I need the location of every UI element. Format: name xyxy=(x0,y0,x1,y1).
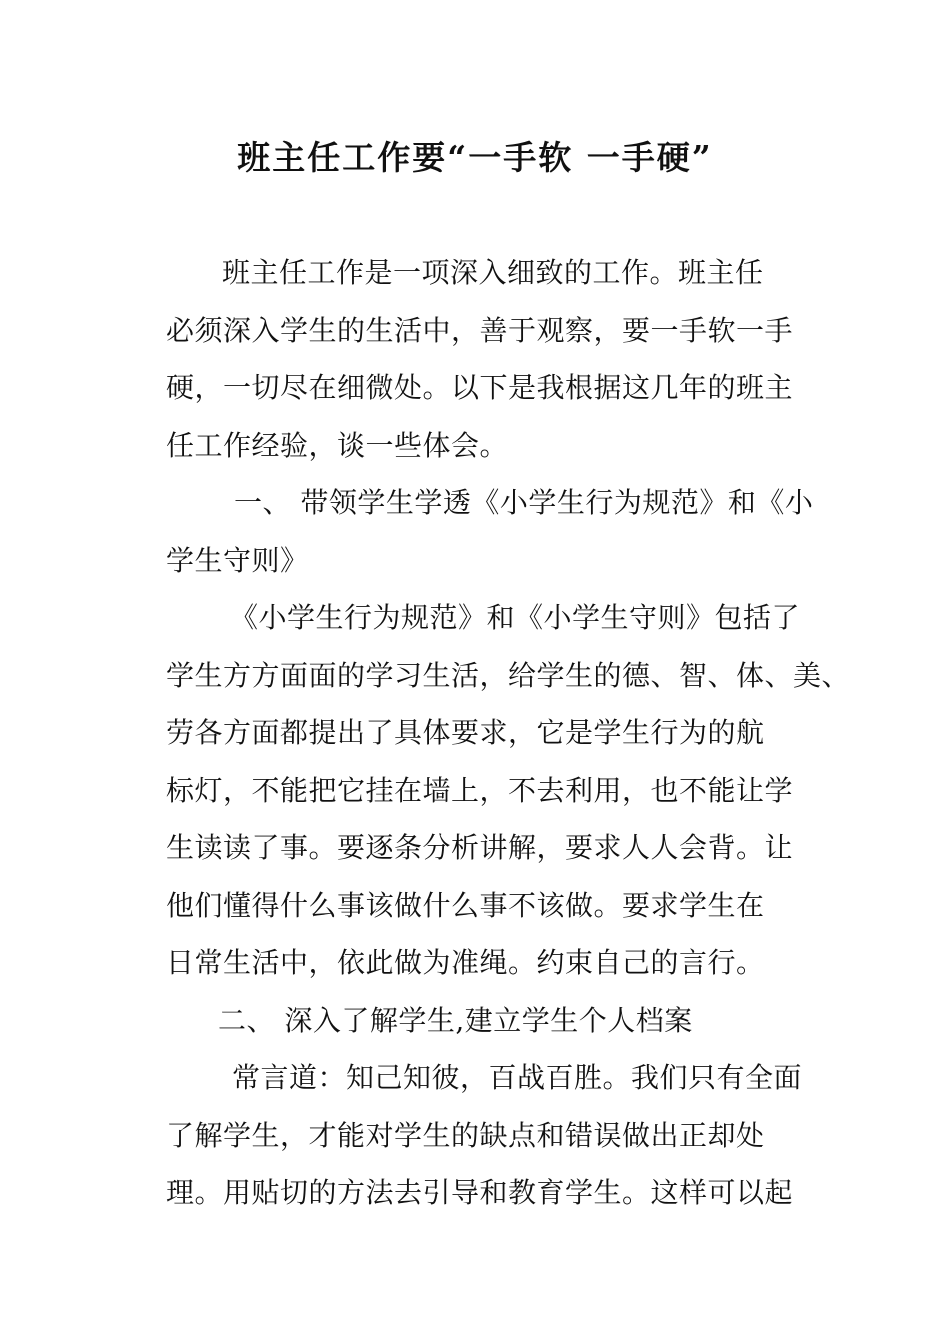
paragraph-line: 标灯，不能把它挂在墙上，不去利用，也不能让学 xyxy=(166,773,794,807)
section-heading-line: 一、 带领学生学透《小学生行为规范》和《小 xyxy=(234,486,814,519)
paragraph-line: 《小学生行为规范》和《小学生守则》包括了 xyxy=(230,601,801,634)
paragraph-line: 学生方方面面的学习生活，给学生的德、智、体、美、 xyxy=(166,658,851,692)
section-heading-line: 二、 深入了解学生,建立学生个人档案 xyxy=(218,1003,693,1037)
paragraph-line: 日常生活中，依此做为准绳。约束自己的言行。 xyxy=(166,946,765,979)
paragraph-line: 理。用贴切的方法去引导和教育学生。这样可以起 xyxy=(166,1176,794,1209)
paragraph-line: 生读读了事。要逐条分析讲解，要求人人会背。让 xyxy=(166,831,794,864)
paragraph-line: 常言道：知己知彼，百战百胜。我们只有全面 xyxy=(232,1061,803,1094)
section-heading-line: 学生守则》 xyxy=(166,543,309,577)
document-body xyxy=(166,244,851,1222)
document-title: 班主任工作要“一手软 一手硬” xyxy=(237,138,713,177)
paragraph-line: 硬，一切尽在细微处。以下是我根据这几年的班主 xyxy=(166,371,794,404)
paragraph-line: 班主任工作是一项深入细致的工作。班主任 xyxy=(222,256,764,289)
paragraph-line: 必须深入学生的生活中，善于观察，要一手软一手 xyxy=(166,313,794,347)
paragraph-line: 劳各方面都提出了具体要求，它是学生行为的航 xyxy=(166,716,765,749)
paragraph-line: 了解学生，才能对学生的缺点和错误做出正却处 xyxy=(166,1118,765,1152)
paragraph-line: 他们懂得什么事该做什么事不该做。要求学生在 xyxy=(166,888,765,922)
paragraph-line: 任工作经验，谈一些体会。 xyxy=(166,428,509,462)
